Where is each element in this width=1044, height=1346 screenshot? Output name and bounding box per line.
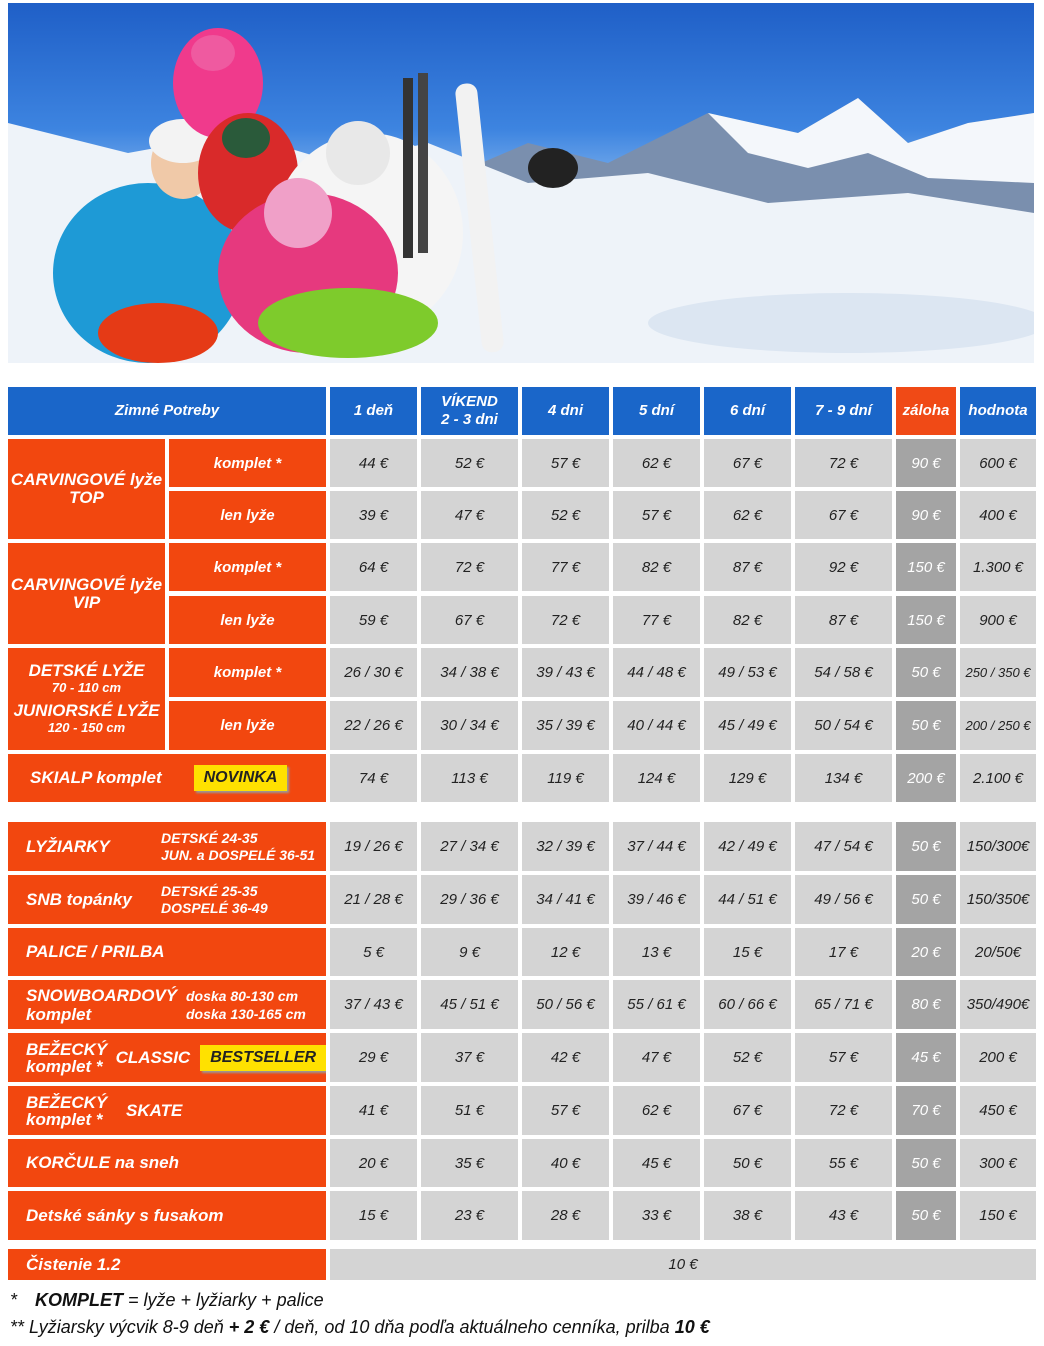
skialp-col-6: 200 € bbox=[896, 754, 956, 802]
snowboard-col-1: 45 / 51 € bbox=[421, 980, 518, 1029]
carv_top-komplet-col-7: 600 € bbox=[960, 439, 1036, 487]
ski-family-photo-icon bbox=[8, 3, 1034, 363]
snb_top-col-0: 21 / 28 € bbox=[330, 875, 417, 924]
carv_vip-len-col-5: 87 € bbox=[795, 596, 892, 644]
snb_top-col-5: 49 / 56 € bbox=[795, 875, 892, 924]
bez_classic-col-1: 37 € bbox=[421, 1033, 518, 1082]
carv_vip-len-col-4: 82 € bbox=[704, 596, 791, 644]
carv_top-komplet-col-2: 57 € bbox=[522, 439, 609, 487]
xc-classic-type: CLASSIC bbox=[115, 1047, 191, 1067]
carv_vip-len-col-6: 150 € bbox=[896, 596, 956, 644]
carving-top-len: len lyže bbox=[169, 491, 326, 539]
snowboard-col-2: 50 / 56 € bbox=[522, 980, 609, 1029]
carv_top-komplet-col-5: 72 € bbox=[795, 439, 892, 487]
header-6-days: 6 dní bbox=[704, 387, 791, 435]
bez_skate-col-1: 51 € bbox=[421, 1086, 518, 1135]
detske-komplet-col-0: 26 / 30 € bbox=[330, 648, 417, 697]
snowboard-col-5: 65 / 71 € bbox=[795, 980, 892, 1029]
detske-len-col-6: 50 € bbox=[896, 701, 956, 750]
snb-boots-s1: DETSKÉ 25-35 bbox=[161, 882, 258, 899]
snowboard-col-4: 60 / 66 € bbox=[704, 980, 791, 1029]
carv_top-len-col-3: 57 € bbox=[613, 491, 700, 539]
detske-komplet-col-7: 250 / 350 € bbox=[960, 648, 1036, 697]
palice-col-2: 12 € bbox=[522, 928, 609, 976]
snb-boots-text: SNB topánky bbox=[26, 889, 132, 909]
header-title: Zimné Potreby bbox=[8, 387, 326, 435]
header-weekend bbox=[421, 387, 518, 435]
bez_skate-col-0: 41 € bbox=[330, 1086, 417, 1135]
sanky-col-4: 38 € bbox=[704, 1191, 791, 1240]
palice-col-0: 5 € bbox=[330, 928, 417, 976]
carv_vip-len-col-1: 67 € bbox=[421, 596, 518, 644]
skialp-col-2: 119 € bbox=[522, 754, 609, 802]
lyziarky-col-0: 19 / 26 € bbox=[330, 822, 417, 871]
bez_skate-col-3: 62 € bbox=[613, 1086, 700, 1135]
carv_top-len-col-7: 400 € bbox=[960, 491, 1036, 539]
carv_vip-len-col-2: 72 € bbox=[522, 596, 609, 644]
palice-col-3: 13 € bbox=[613, 928, 700, 976]
snowboard-col-6: 80 € bbox=[896, 980, 956, 1029]
note-komplet-rest: = lyže + lyžiarky + palice bbox=[123, 1290, 324, 1310]
carv_vip-komplet-col-6: 150 € bbox=[896, 543, 956, 591]
carv_top-komplet-col-6: 90 € bbox=[896, 439, 956, 487]
bestseller-badge: BESTSELLER bbox=[200, 1045, 326, 1071]
palice-col-5: 17 € bbox=[795, 928, 892, 976]
xc-skate-l1: BEŽECKÝ bbox=[26, 1092, 108, 1112]
bez_classic-col-7: 200 € bbox=[960, 1033, 1036, 1082]
detske-len-col-5: 50 / 54 € bbox=[795, 701, 892, 750]
carv_top-komplet-col-1: 52 € bbox=[421, 439, 518, 487]
carving-vip-len: len lyže bbox=[169, 596, 326, 644]
snowboard-col-3: 55 / 61 € bbox=[613, 980, 700, 1029]
korcule-col-7: 300 € bbox=[960, 1139, 1036, 1187]
skialp-col-3: 124 € bbox=[613, 754, 700, 802]
korcule-col-4: 50 € bbox=[704, 1139, 791, 1187]
header-weekend-b: 2 - 3 dni bbox=[441, 411, 498, 428]
detske-len-col-3: 40 / 44 € bbox=[613, 701, 700, 750]
bez_classic-col-6: 45 € bbox=[896, 1033, 956, 1082]
note-star: * bbox=[10, 1290, 18, 1310]
skialp-col-4: 129 € bbox=[704, 754, 791, 802]
skialp-col-7: 2.100 € bbox=[960, 754, 1036, 802]
carving-vip-komplet: komplet * bbox=[169, 543, 326, 591]
carv_vip-len-col-0: 59 € bbox=[330, 596, 417, 644]
lyziarky-col-2: 32 / 39 € bbox=[522, 822, 609, 871]
korcule-col-2: 40 € bbox=[522, 1139, 609, 1187]
lyziarky-col-6: 50 € bbox=[896, 822, 956, 871]
carv_top-len-col-1: 47 € bbox=[421, 491, 518, 539]
bez_classic-col-4: 52 € bbox=[704, 1033, 791, 1082]
carving-top-label-b: TOP bbox=[69, 488, 104, 507]
detske-len-col-0: 22 / 26 € bbox=[330, 701, 417, 750]
snb-boots-label bbox=[8, 875, 326, 924]
xc-classic-title bbox=[26, 1041, 116, 1075]
skialp-text: SKIALP komplet bbox=[30, 768, 162, 787]
ski-boots-s2: JUN. a DOSPELÉ 36-51 bbox=[161, 846, 316, 863]
note-komplet bbox=[10, 1290, 324, 1311]
carv_top-len-col-5: 67 € bbox=[795, 491, 892, 539]
note-lesson-d: 10 € bbox=[674, 1317, 710, 1337]
carv_vip-komplet-col-5: 92 € bbox=[795, 543, 892, 591]
lyziarky-col-5: 47 / 54 € bbox=[795, 822, 892, 871]
xc-classic-l1: BEŽECKÝ bbox=[26, 1039, 108, 1059]
korcule-col-3: 45 € bbox=[613, 1139, 700, 1187]
detske-komplet-col-5: 54 / 58 € bbox=[795, 648, 892, 697]
skialp-col-5: 134 € bbox=[795, 754, 892, 802]
novinka-badge: NOVINKA bbox=[194, 765, 288, 791]
header-value: hodnota bbox=[960, 387, 1036, 435]
sanky-col-6: 50 € bbox=[896, 1191, 956, 1240]
note-lesson bbox=[10, 1317, 710, 1338]
sanky-col-2: 28 € bbox=[522, 1191, 609, 1240]
korcule-col-6: 50 € bbox=[896, 1139, 956, 1187]
bez_classic-col-3: 47 € bbox=[613, 1033, 700, 1082]
snb_top-col-1: 29 / 36 € bbox=[421, 875, 518, 924]
cleaning-value: 10 € bbox=[330, 1249, 1036, 1280]
carving-top-label-a: CARVINGOVÉ lyže bbox=[10, 470, 163, 489]
poles-helmet-label: PALICE / PRILBA bbox=[8, 928, 326, 976]
ski-boots-sizes bbox=[161, 830, 315, 864]
detske-komplet-col-6: 50 € bbox=[896, 648, 956, 697]
header-4-days: 4 dni bbox=[522, 387, 609, 435]
header-7-9-days: 7 - 9 dní bbox=[795, 387, 892, 435]
palice-col-4: 15 € bbox=[704, 928, 791, 976]
carv_vip-komplet-col-2: 77 € bbox=[522, 543, 609, 591]
carv_top-len-col-6: 90 € bbox=[896, 491, 956, 539]
detske-komplet-col-2: 39 / 43 € bbox=[522, 648, 609, 697]
bez_skate-col-7: 450 € bbox=[960, 1086, 1036, 1135]
carv_top-len-col-0: 39 € bbox=[330, 491, 417, 539]
kids-len: len lyže bbox=[169, 701, 326, 750]
sanky-col-7: 150 € bbox=[960, 1191, 1036, 1240]
carving-vip-label bbox=[8, 543, 165, 644]
kids-skis-label bbox=[8, 648, 165, 750]
detske-len-col-1: 30 / 34 € bbox=[421, 701, 518, 750]
note-komplet-bold: KOMPLET bbox=[35, 1290, 124, 1310]
carv_vip-komplet-col-1: 72 € bbox=[421, 543, 518, 591]
palice-col-7: 20/50€ bbox=[960, 928, 1036, 976]
cleaning-label: Čistenie 1.2 bbox=[8, 1249, 326, 1280]
header-deposit: záloha bbox=[896, 387, 956, 435]
sanky-col-3: 33 € bbox=[613, 1191, 700, 1240]
carv_top-komplet-col-3: 62 € bbox=[613, 439, 700, 487]
snb-boots-sizes bbox=[161, 883, 268, 917]
note-lesson-b: + 2 € bbox=[228, 1317, 270, 1337]
detske-komplet-col-4: 49 / 53 € bbox=[704, 648, 791, 697]
carv_top-komplet-col-4: 67 € bbox=[704, 439, 791, 487]
carv_vip-len-col-3: 77 € bbox=[613, 596, 700, 644]
ski-boots-s1: DETSKÉ 24-35 bbox=[161, 829, 258, 846]
snb-boots-s2: DOSPELÉ 36-49 bbox=[161, 899, 268, 916]
bez_skate-col-2: 57 € bbox=[522, 1086, 609, 1135]
carv_vip-len-col-7: 900 € bbox=[960, 596, 1036, 644]
bez_classic-col-0: 29 € bbox=[330, 1033, 417, 1082]
note-lesson-a: ** Lyžiarsky výcvik 8-9 deň bbox=[10, 1317, 229, 1337]
snowboard-s1: doska 80-130 cm bbox=[186, 987, 299, 1004]
sanky-col-5: 43 € bbox=[795, 1191, 892, 1240]
bez_skate-col-5: 72 € bbox=[795, 1086, 892, 1135]
lyziarky-col-3: 37 / 44 € bbox=[613, 822, 700, 871]
detske-komplet-col-1: 34 / 38 € bbox=[421, 648, 518, 697]
lyziarky-col-7: 150/300€ bbox=[960, 822, 1036, 871]
carving-vip-label-a: CARVINGOVÉ lyže bbox=[10, 574, 163, 594]
skialp-col-1: 113 € bbox=[421, 754, 518, 802]
snb_top-col-2: 34 / 41 € bbox=[522, 875, 609, 924]
skialp-label bbox=[8, 754, 326, 802]
palice-col-1: 9 € bbox=[421, 928, 518, 976]
snb_top-col-6: 50 € bbox=[896, 875, 956, 924]
note-lesson-c: / deň, od 10 dňa podľa aktuálneho cenníka, prilba bbox=[269, 1317, 675, 1337]
snow-skates-label: KORČULE na sneh bbox=[8, 1139, 326, 1187]
korcule-col-1: 35 € bbox=[421, 1139, 518, 1187]
carv_vip-komplet-col-7: 1.300 € bbox=[960, 543, 1036, 591]
snowboard-title bbox=[26, 986, 186, 1024]
detske-len-col-4: 45 / 49 € bbox=[704, 701, 791, 750]
palice-col-6: 20 € bbox=[896, 928, 956, 976]
snb_top-col-4: 44 / 51 € bbox=[704, 875, 791, 924]
korcule-col-0: 20 € bbox=[330, 1139, 417, 1187]
carv_vip-komplet-col-4: 87 € bbox=[704, 543, 791, 591]
detske-komplet-col-3: 44 / 48 € bbox=[613, 648, 700, 697]
kids-sled-label: Detské sánky s fusakom bbox=[8, 1191, 326, 1240]
header-5-days: 5 dní bbox=[613, 387, 700, 435]
snowboard-l1: SNOWBOARDOVÝ bbox=[26, 985, 178, 1005]
carving-top-label bbox=[8, 439, 165, 539]
sanky-col-0: 15 € bbox=[330, 1191, 417, 1240]
snowboard-col-0: 37 / 43 € bbox=[330, 980, 417, 1029]
xc-classic-l2: komplet * bbox=[26, 1056, 103, 1076]
carving-vip-label-b: VIP bbox=[72, 592, 101, 612]
carv_top-len-col-2: 52 € bbox=[522, 491, 609, 539]
skialp-col-0: 74 € bbox=[330, 754, 417, 802]
carv_top-len-col-4: 62 € bbox=[704, 491, 791, 539]
korcule-col-5: 55 € bbox=[795, 1139, 892, 1187]
kids-skis-l2: 70 - 110 cm bbox=[51, 680, 122, 695]
bez_classic-col-2: 42 € bbox=[522, 1033, 609, 1082]
snowboard-s2: doska 130-165 cm bbox=[186, 1005, 306, 1022]
bez_skate-col-6: 70 € bbox=[896, 1086, 956, 1135]
ski-boots-label bbox=[8, 822, 326, 871]
xc-skate-label bbox=[8, 1086, 326, 1135]
detske-len-col-7: 200 / 250 € bbox=[960, 701, 1036, 750]
carv_vip-komplet-col-3: 82 € bbox=[613, 543, 700, 591]
kids-skis-l1: DETSKÉ LYŽE bbox=[28, 661, 145, 680]
snowboard-sizes bbox=[186, 987, 306, 1023]
snb_top-col-3: 39 / 46 € bbox=[613, 875, 700, 924]
carv_top-komplet-col-0: 44 € bbox=[330, 439, 417, 487]
xc-skate-title bbox=[26, 1094, 126, 1128]
hero-image bbox=[8, 3, 1034, 363]
kids-komplet: komplet * bbox=[169, 648, 326, 697]
header-weekend-a: VÍKEND bbox=[441, 393, 498, 410]
kids-skis-l3: JUNIORSKÉ LYŽE bbox=[13, 701, 160, 720]
snowboard-col-7: 350/490€ bbox=[960, 980, 1036, 1029]
detske-len-col-2: 35 / 39 € bbox=[522, 701, 609, 750]
snowboard-l2: komplet bbox=[26, 1004, 92, 1024]
lyziarky-col-1: 27 / 34 € bbox=[421, 822, 518, 871]
snb_top-col-7: 150/350€ bbox=[960, 875, 1036, 924]
lyziarky-col-4: 42 / 49 € bbox=[704, 822, 791, 871]
xc-classic-label bbox=[8, 1033, 326, 1082]
xc-skate-l2: komplet * bbox=[26, 1109, 103, 1129]
carv_vip-komplet-col-0: 64 € bbox=[330, 543, 417, 591]
kids-skis-l4: 120 - 150 cm bbox=[47, 720, 126, 735]
header-1-day: 1 deň bbox=[330, 387, 417, 435]
carving-top-komplet: komplet * bbox=[169, 439, 326, 487]
sanky-col-1: 23 € bbox=[421, 1191, 518, 1240]
snowboard-label bbox=[8, 980, 326, 1029]
ski-boots-text: LYŽIARKY bbox=[26, 836, 110, 856]
bez_skate-col-4: 67 € bbox=[704, 1086, 791, 1135]
bez_classic-col-5: 57 € bbox=[795, 1033, 892, 1082]
xc-skate-type: SKATE bbox=[126, 1100, 183, 1120]
